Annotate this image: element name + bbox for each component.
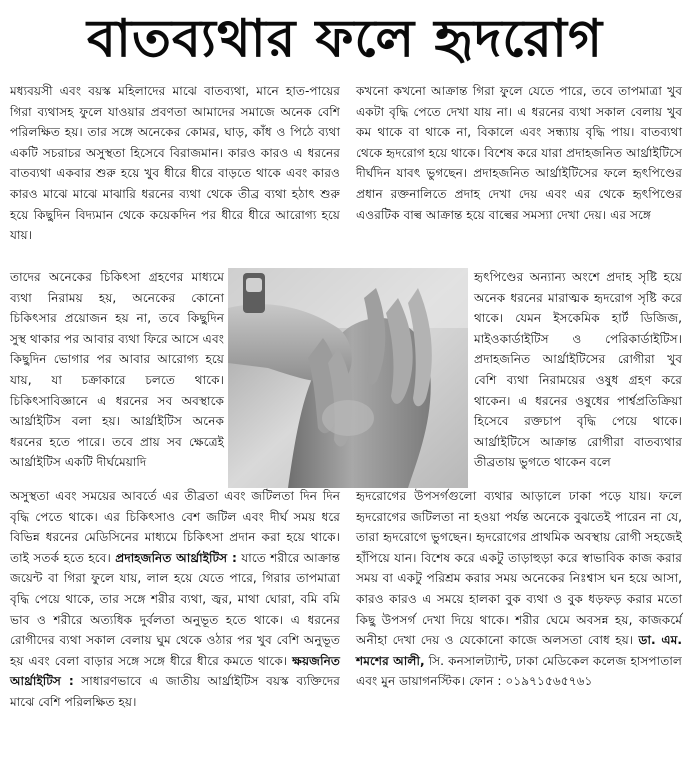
column2-bottom-block (356, 486, 682, 692)
column1-top-paragraph: মধ্যবয়সী এবং বয়স্ক মহিলাদের মাঝে বাতব্যথা, মানে হাত-পায়ের গিরা ব্যথাসহ ফুলে যাওয়ার প্রবণতা আমাদের সমাজে অনেক বেশি পরিলক্ষিত হয়। তার সঙ্গে অনেকের কোমর, ঘাড়, কাঁধ ও পিঠে ব্যথা একটি সচরাচর অসুস্থতা হিসেবে বিরাজমান। কারও কারও এ ধরনের বাতব্যথা একবার শুরু হয়ে খুব ধীরে ধীরে বাড়তে থাকে এবং কারও কারও মাঝে মাঝে মাঝারি ধরনের ব্যথা থেকে তীব্র ব্যথা হঠাৎ শুরু হয়ে কিছুদিন বিদ্যমান থেকে কয়েকদিন পর ধীরে ধীরে আরোগ্য হয়ে যায়। (10, 84, 340, 243)
subheading-inflammatory-arthritis: প্রদাহজনিত আর্থ্রাইটিস : (115, 550, 237, 565)
column1-bottom-intro: অসুস্থতা এবং সময়ের আবর্তে এর তীব্রতা এবং জটিলতা দিন দিন বৃদ্ধি পেতে থাকে। এর চিকিৎসাও বেশ জটিল এবং দীর্ঘ সময় ধরে বিভিন্ন ধরনের মেডিসিনের মাধ্যমে চিকিৎসা প্রদান করা হয়ে থাকে। তাই সতর্ক হতে হবে। (10, 489, 340, 565)
column1-narrow-paragraph: তাদের অনেকের চিকিৎসা গ্রহণের মাধ্যমে ব্যথা নিরাময় হয়, অনেকের কোনো চিকিৎসার প্রয়োজন হয় না, তবে কিছুদিন সুস্থ থাকার পর আবার ব্যথা ফিরে আসে এবং কিছুদিন ভোগার পর আবার আরোগ্য হয়ে যায়, যা চক্রাকারে চলতে থাকে। চিকিৎসাবিজ্ঞানে এ ধরনের সব অবস্থাকে আর্থ্রাইটিস বলা হয়। আর্থ্রাইটিস অনেক ধরনের হতে পারে। তবে প্রায় সব ক্ষেত্রেই আর্থ্রাইটিস একটি দীর্ঘমেয়াদি (10, 270, 224, 470)
inflammatory-arthritis-text: যাতে শরীরে আক্রান্ত জয়েন্ট বা গিরা ফুলে যায়, লাল হয়ে যেতে পারে, গিরার তাপমাত্রা বৃদ্ধি পেয়ে থাকে, তার সঙ্গে শরীর ব্যথা, জ্বর, মাথা ঘোরা, বমি বমি ভাব ও শরীরে অত্যধিক দুর্বলতা অনুভূত হতে থাকে। এ ধরনের রোগীদের ব্যথা সকাল বেলায় ঘুম থেকে ওঠার পর খুব বেশি অনুভূত হয় এবং বেলা বাড়ার সঙ্গে সঙ্গে ধীরে ধীরে কমতে থাকে। (10, 550, 341, 668)
author-details: সি. কনসালট্যান্ট, ঢাকা মেডিকেল কলেজ হাসপাতাল এবং মুন ডায়াগনস্টিক। ফোন : ০১৯৭১৫৬৫৭৬১ (356, 653, 682, 689)
column1-bottom-block (10, 486, 340, 713)
column2-bottom-paragraph: হৃদরোগের উপসর্গগুলো ব্যথার আড়ালে ঢাকা পড়ে যায়। ফলে হৃদরোগের জটিলতা না হওয়া পর্যন্ত অনেকে বুঝতেই পারেন না যে, তারা হৃদরোগে ভুগছেন। হৃদরোগের প্রাথমিক অবস্থায় রোগী সহজেই হাঁপিয়ে যান। বিশেষ করে একটু তাড়াহুড়া করে স্বাভাবিক কাজ করার সময় বা একটু পরিশ্রম করার সময় অনেকের নিঃশ্বাস ঘন হয়ে আসা, কারও কারও এ সময়ে হালকা বুক ব্যথা ও বুক ধড়ফড় করার মতো কিছু উপসর্গ দেখা দিয়ে থাকে। শরীর ঘেমে অবসন্ন হয়, কাজকর্মে অনীহা দেখা দেয় ও যেকোনো কাজে অলসতা বোধ হয়। (356, 489, 683, 648)
column2-top-paragraph: কখনো কখনো আক্রান্ত গিরা ফুলে যেতে পারে, তবে তাপমাত্রা খুব একটা বৃদ্ধি পেতে দেখা যায় না। এ ধরনের ব্যথা সকাল বেলায় খুব কম থাকে বা থাকে না, বিকালে এবং সন্ধ্যায় বৃদ্ধি পায়। বাতব্যথা থেকে হৃদরোগ হয়ে থাকে। বিশেষ করে যারা প্রদাহজনিত আর্থ্রাইটিসে দীর্ঘদিন যাবৎ ভুগছেন। প্রদাহজনিত আর্থ্রাইটিসের ফলে হৃৎপিণ্ডের প্রধান রক্তনালিতে প্রদাহ দেখা দেয় এবং এর থেকে হৃৎপিণ্ডের এওরটিক বাল্ব আক্রান্ত হয়ে বাল্বের সমস্যা দেখা দেয়। এর সঙ্গে (356, 84, 682, 222)
knee-pain-photo (228, 268, 468, 488)
column2-narrow-paragraph: হৃৎপিণ্ডের অন্যান্য অংশে প্রদাহ সৃষ্টি হয়ে অনেক ধরনের মারাত্মক হৃদরোগ সৃষ্টি করে থাকে। যেমন ইসকেমিক হার্ট ডিজিজ, মাইওকার্ডাইটিস ও পেরিকার্ডাইটিস। প্রদাহজনিত আর্থ্রাইটিসের রোগীরা খুব বেশি ব্যথা নিরাময়ের ওষুধ গ্রহণ করে থাকেন। এ ধরনের ওষুধের পার্শ্বপ্রতিক্রিয়া হিসেবে রক্তচাপ বৃদ্ধি পেয়ে থাকে। আর্থ্রাইটিসে আক্রান্ত রোগীরা বাতব্যথার তীব্রতায় ভুগতে থাকেন বলে (474, 270, 682, 470)
article-headline: বাতব্যথার ফলে হৃদরোগ (86, 9, 604, 69)
degenerative-arthritis-text: সাধারণভাবে এ জাতীয় আর্থ্রাইটিস বয়স্ক ব্যক্তিদের মাঝে বেশি পরিলক্ষিত হয়। (10, 674, 340, 709)
author-name: ডা. এম. শমশের আলী, (356, 633, 683, 668)
knee-hands-image (228, 268, 468, 488)
subheading-degenerative-arthritis: ক্ষয়জনিত আর্থ্রাইটিস : (10, 653, 340, 689)
